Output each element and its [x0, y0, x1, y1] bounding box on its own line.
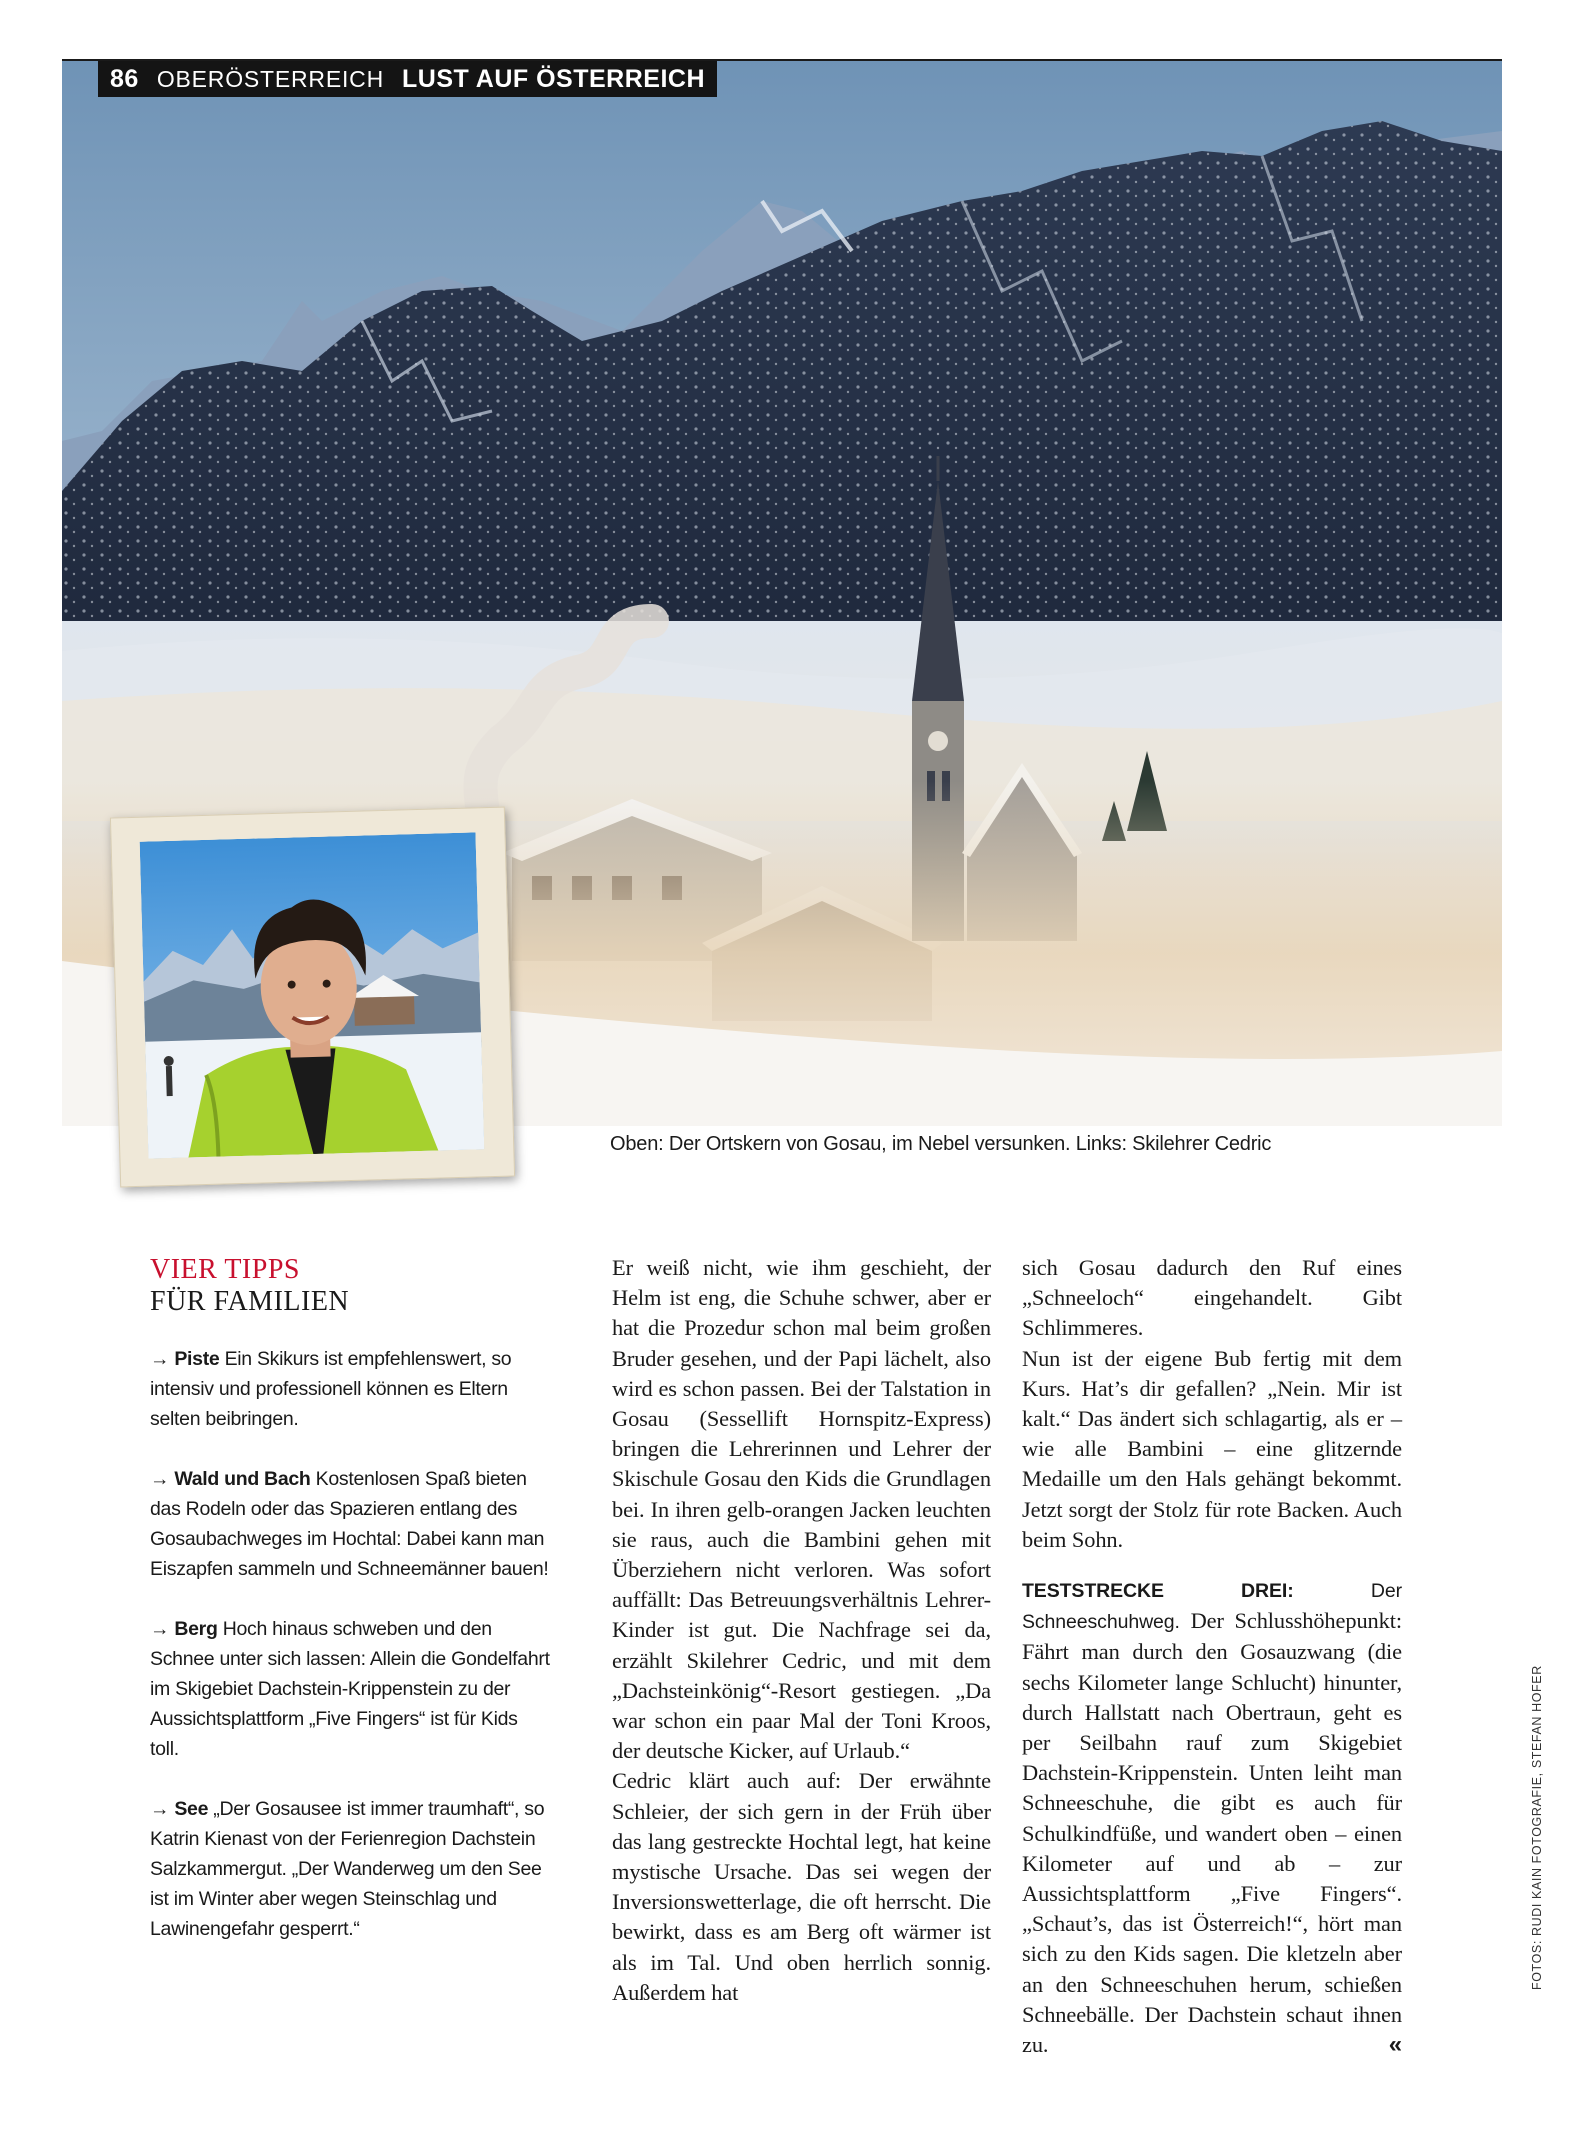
tip-item	[150, 1614, 550, 1764]
page-number: 86	[110, 64, 139, 93]
end-mark: «	[1388, 2031, 1402, 2059]
instructor-photo	[140, 832, 485, 1158]
article-column-1	[612, 1253, 991, 2008]
arrow-right-icon: →	[150, 1348, 170, 1370]
section-lead-subtitle: Der Schneeschuhweg.	[1022, 1580, 1402, 1634]
tip-heading: Wald und Bach	[174, 1468, 311, 1490]
tip-heading: Berg	[174, 1618, 218, 1640]
tip-item	[150, 1794, 550, 1944]
article-paragraph: Er weiß nicht, wie ihm geschieht, der Helm ist eng, die Schuhe schwer, aber er hat die Prozedur schon mal beim großen Bruder gesehen, und der Papi lächelt, also wird es schon passen. Bei der Talstation in Gosau (Sessellift Hornspitz-Express) bringen die Lehrerinnen und Lehrer der Skischule Gosau den Kids die Grundlagen bei. In ihren gelb-orangen Jacken leuchten sie raus, auch die Bambini gehen mit Überziehern nicht verloren. Was sofort auffällt: Das Betreuungsverhältnis Lehrer-Kinder ist gut. Die Nachfrage sei da, erzählt Skilehrer Cedric, und mit dem „Dachsteinkönig“-Resort gestiegen. „Da war schon ein paar Mal der Toni Kroos, der deutsche Kicker, auf Urlaub.“	[612, 1255, 991, 1764]
tip-heading: Piste	[174, 1348, 220, 1370]
series-label: LUST AUF ÖSTERREICH	[402, 64, 706, 93]
arrow-right-icon: →	[150, 1798, 170, 1820]
article-column-2	[1022, 1253, 1402, 2060]
tip-heading: See	[174, 1798, 209, 1820]
tips-title-line2: FÜR FAMILIEN	[150, 1286, 350, 1317]
section-lead: TESTSTRECKE DREI:	[1022, 1580, 1294, 1603]
tip-text: Ein Skikurs ist empfehlenswert, so intensiv und professionell können es Eltern selten beibringen.	[150, 1348, 512, 1430]
tip-item	[150, 1344, 550, 1434]
arrow-right-icon: →	[150, 1618, 170, 1640]
instructor-polaroid	[110, 807, 515, 1188]
section-label: OBERÖSTERREICH	[156, 65, 384, 92]
article-paragraph-with-lead	[1022, 1575, 1402, 2060]
photo-credits: FOTOS: RUDI KAIN FOTOGRAFIE, STEFAN HOFER	[1530, 1665, 1544, 1990]
tip-item	[150, 1464, 550, 1584]
page-header	[98, 61, 717, 97]
article-paragraph: Nun ist der eigene Bub fertig mit dem Kurs. Hat’s dir gefallen? „Nein. Mir ist kalt.“ Das ändert sich schlagartig, als er – wie alle Bambini – eine glitzernde Medaille um den Hals gehängt bekommt. Jetzt sorgt der Stolz für rote Backen. Auch beim Sohn.	[1022, 1345, 1402, 1552]
photo-caption: Oben: Der Ortskern von Gosau, im Nebel versunken. Links: Skilehrer Cedric	[610, 1133, 1272, 1155]
tip-text: Kostenlosen Spaß bieten das Rodeln oder das Spazieren entlang des Gosaubachweges im Hochtal: Dabei kann man Eiszapfen sammeln und Schneemänner bauen!	[150, 1468, 549, 1580]
tips-sidebar	[150, 1254, 550, 1974]
article-text: Der Schlusshöhepunkt: Fährt man durch den Gosauzwang (die sechs Kilometer lange Schlucht) hinunter, durch Hallstatt nach Obertraun, geht es per Seilbahn rauf zum Skigebiet Dachstein-Krippenstein. Unten leiht man Schneeschuhe, die gibt es auch für Schulkindfüße, und wandert oben – einen Kilometer auf und ab – zur Aussichtsplattform „Five Fingers“. „Schaut’s, das ist Österreich!“, hört man sich zu den Kids sagen. Die kletzeln aber an den Schneeschuhen herum, schießen Schneebälle. Der Dachstein schaut ihnen zu.	[1022, 1608, 1402, 2058]
arrow-right-icon: →	[150, 1468, 170, 1490]
article-paragraph: sich Gosau dadurch den Ruf eines „Schneeloch“ eingehandelt. Gibt Schlimmeres.	[1022, 1255, 1402, 1341]
article-paragraph: Cedric klärt auch auf: Der erwähnte Schleier, der sich gern in der Früh über das lang gestreckte Hochtal legt, hat keine mystische Ursache. Das sei wegen der Inversionswetterlage, die oft herrscht. Die bewirkt, dass es am Berg oft wärmer ist als im Tal. Und oben herrlich sonnig. Außerdem hat	[612, 1768, 991, 2005]
tip-text: „Der Gosausee ist immer traumhaft“, so Katrin Kienast von der Ferienregion Dachstein Salzkammergut. „Der Wanderweg um den See ist im Winter aber wegen Steinschlag und Lawinengefahr gesperrt.“	[150, 1798, 545, 1940]
tips-title-line1: VIER TIPPS	[150, 1254, 300, 1285]
tip-text: Hoch hinaus schweben und den Schnee unter sich lassen: Allein die Gondelfahrt im Skigebiet Dachstein-Krippenstein zu der Aussichtsplattform „Five Fingers“ ist für Kids toll.	[150, 1618, 550, 1760]
